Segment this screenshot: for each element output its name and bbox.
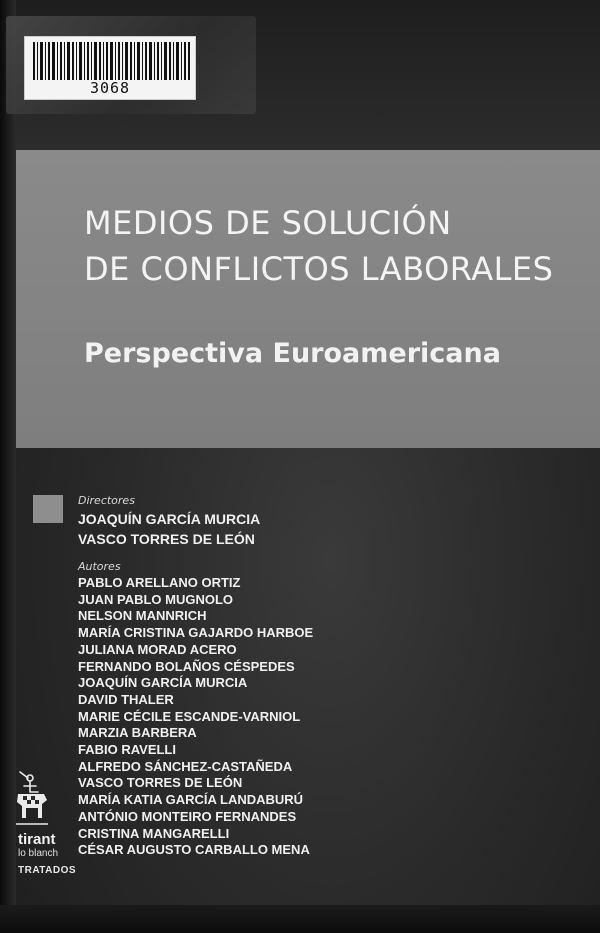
book-title [84,200,584,292]
title-band [16,150,600,448]
author-name: JULIANA MORAD ACERO [78,641,237,657]
publisher-logo [0,768,77,878]
author-name: DAVID THALER [78,691,174,707]
authors-block [78,559,558,859]
author-name: JUAN PABLO MUGNOLO [78,591,234,607]
author-name: FERNANDO BOLAÑOS CÉSPEDES [78,658,295,674]
author-name: MARÍA CRISTINA GAJARDO HARBOE [78,625,314,641]
author-name: CÉSAR AUGUSTO CARBALLO MENA [78,842,310,858]
author-name: ANTÓNIO MONTEIRO FERNANDES [78,808,297,824]
publisher-name: tirant [18,831,56,848]
author-name: MARIE CÉCILE ESCANDE-VARNIOL [78,708,301,724]
title-line: MEDIOS DE SOLUCIÓN [84,204,452,242]
bottom-band [0,905,600,933]
author-name: NELSON MANNRICH [78,608,207,624]
director-name: JOAQUÍN GARCÍA MURCIA [78,511,261,527]
collection-name: TRATADOS [18,865,77,876]
author-name: CRISTINA MANGARELLI [78,825,230,841]
author-name: FABIO RAVELLI [78,742,176,758]
author-name: ALFREDO SÁNCHEZ-CASTAÑEDA [78,758,293,774]
knight-on-horse-icon [14,768,50,830]
square-ornament [33,495,63,523]
author-name: MARZIA BARBERA [78,725,197,741]
library-barcode-sticker [24,36,196,100]
author-name: JOAQUÍN GARCÍA MURCIA [78,675,248,691]
book-subtitle: Perspectiva Euroamericana [84,338,501,369]
credits [78,493,558,859]
barcode-number: 3068 [89,79,131,97]
title-line: DE CONFLICTOS LABORALES [84,250,554,288]
author-name: VASCO TORRES DE LEÓN [78,775,243,791]
barcode-icon [31,42,191,80]
author-name: MARÍA KATIA GARCÍA LANDABURÚ [78,792,304,808]
director-name: VASCO TORRES DE LEÓN [78,531,255,547]
directors-block [78,493,558,549]
author-name: PABLO ARELLANO ORTIZ [78,575,241,590]
publisher-subname: lo blanch [18,848,59,859]
authors-label: Autores [78,560,121,573]
directors-label: Directores [78,494,135,507]
